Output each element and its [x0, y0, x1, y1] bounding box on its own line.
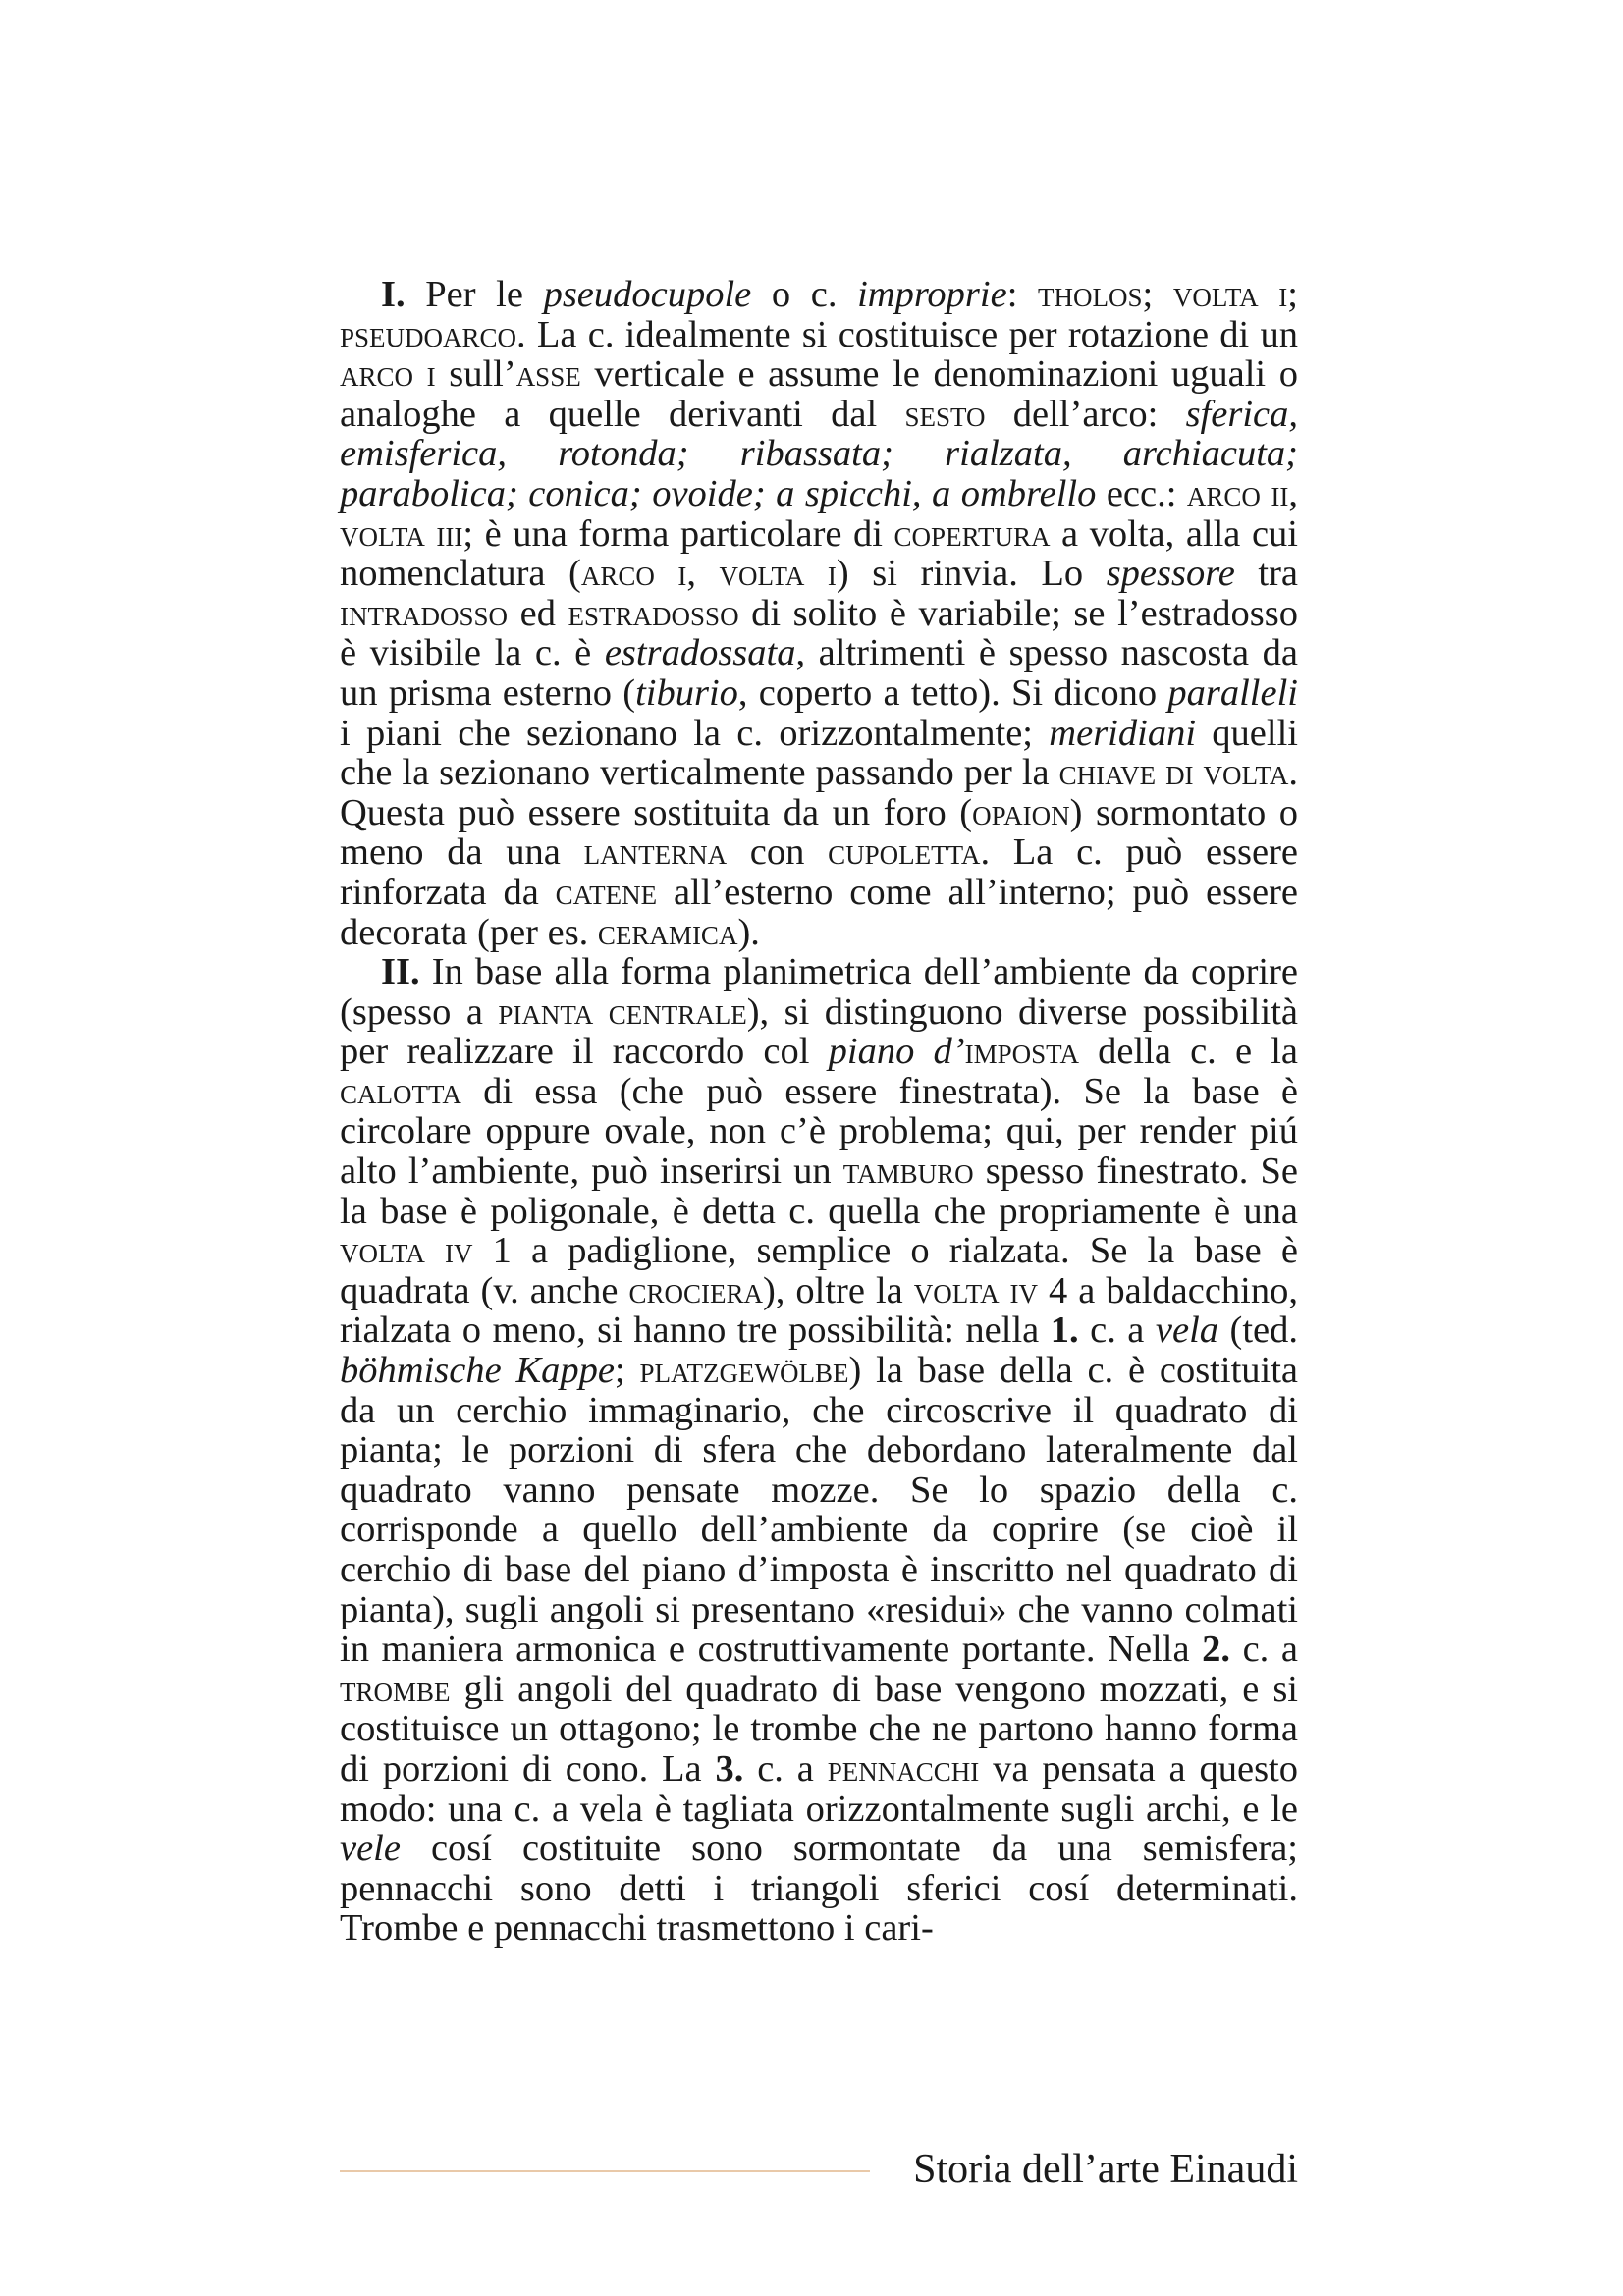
italic-term: piano d’ [828, 1031, 965, 1073]
cross-reference: tholos [1038, 274, 1143, 315]
italic-term: meridiani [1049, 712, 1197, 754]
text-run: c. a [1078, 1309, 1156, 1352]
cross-reference: ceramica [597, 911, 738, 953]
cross-reference: platzgewölbe [639, 1350, 849, 1392]
text-run: . La c. può essere rinforzata da [340, 831, 1299, 913]
section-number: II. [381, 951, 420, 993]
paragraph-section-1 [340, 275, 1298, 952]
cross-reference: lanterna [583, 831, 728, 874]
italic-term: spessore [1106, 553, 1235, 595]
cross-reference: arco i [340, 353, 436, 396]
text-run: ed [508, 592, 568, 634]
text-run: : [1006, 274, 1039, 315]
paragraph-section-2 [340, 952, 1298, 1949]
section-number: 2. [1202, 1629, 1230, 1671]
cross-reference: arco ii [1186, 472, 1289, 514]
text-run: , altrimenti è spesso nascosta da un prisma esterno ( [340, 632, 1298, 714]
text-run: ; [614, 1350, 640, 1392]
text-run: c. a [1230, 1629, 1298, 1671]
cross-reference: estradosso [568, 592, 739, 634]
italic-term: improprie [857, 274, 1007, 315]
section-number: 3. [715, 1747, 744, 1789]
cross-reference: volta iv 1 [340, 1230, 512, 1272]
text-run: i piani che sezionano la c. orizzontalmente; [340, 712, 1050, 754]
cross-reference: calotta [340, 1070, 461, 1112]
text-run: di essa (che può essere finestrata). Se la base è circolare oppure ovale, non c’è problema; qui, per render piú alto l’ambiente, può inserirsi un [340, 1070, 1298, 1193]
cross-reference: cupoletta [828, 831, 981, 874]
italic-term: vela [1155, 1309, 1219, 1352]
text-run: ) sormontato o meno da una [340, 791, 1298, 874]
text-run: ; [1287, 274, 1298, 315]
text-run: sull’ [435, 353, 516, 396]
italic-term: böhmische Kappe [340, 1350, 615, 1392]
cross-reference: pennacchi [827, 1747, 980, 1789]
italic-term: estradossata [604, 632, 796, 674]
section-number: 1. [1050, 1309, 1079, 1352]
cross-reference: tamburo [842, 1150, 974, 1193]
cross-reference: opaion [972, 791, 1070, 833]
text-run: gli angoli del quadrato di base vengono mozzati, e si costituisce un ottagono; le trombe che ne partono hanno forma di porzioni di cono. La [340, 1668, 1298, 1789]
text-run: , [1288, 472, 1299, 514]
text-run: ; [1142, 274, 1173, 315]
text-run: (ted. [1218, 1309, 1298, 1352]
text-run: all’esterno come all’interno; può essere decorata (per es. [340, 871, 1298, 953]
text-run: ). [737, 911, 760, 953]
cross-reference: catene [555, 871, 658, 913]
footer-rule [340, 2170, 870, 2172]
text-run: . La c. idealmente si costituisce per rotazione di un [516, 313, 1298, 355]
text-run: quelli che la sezionano verticalmente passando per la [340, 712, 1298, 794]
text-run: ), si distinguono diverse possibilità per realizzare il raccordo col [340, 990, 1298, 1073]
cross-reference: intradosso [340, 592, 509, 634]
section-number: I. [381, 274, 406, 315]
cross-reference: crociera [628, 1269, 763, 1311]
text-run: a padiglione, semplice o rialzata. Se la base è quadrata (v. anche [340, 1230, 1298, 1311]
text-run: ecc.: [1096, 472, 1187, 514]
text-run: cosí costituite sono sormontate da una semisfera; pennacchi sono detti i triangoli sferici cosí determinati. Trombe e pennacchi trasmettono i cari- [340, 1828, 1298, 1949]
cross-reference: copertura [893, 512, 1051, 555]
text-run: , coperto a tetto). Si dicono [737, 671, 1168, 714]
text-run: con [727, 831, 829, 874]
text-run: o c. [751, 274, 858, 315]
italic-term: paralleli [1167, 671, 1298, 714]
cross-reference: chiave di volta [1058, 752, 1289, 794]
text-run: , [686, 553, 720, 595]
cross-reference: volta iv 4 [913, 1269, 1068, 1311]
text-run: ) si rinvia. Lo [836, 553, 1107, 595]
text-run: verticale e assume le denominazioni uguali o analoghe a quelle derivanti dal [340, 353, 1298, 435]
cross-reference: trombe [340, 1668, 451, 1710]
text-run: a baldacchino, rialzata o meno, si hanno tre possibilità: nella [340, 1269, 1298, 1352]
italic-term: sferica, emisferica, rotonda; ribassata; rialzata, archiacuta; parabolica; conica; ovoide; a spicchi, a ombrello [340, 393, 1298, 514]
italic-term: pseudocupole [543, 274, 752, 315]
text-run: c. a [743, 1747, 828, 1789]
text-run: ), oltre la [762, 1269, 914, 1311]
cross-reference: asse [515, 353, 581, 396]
cross-reference: volta i [1172, 274, 1288, 315]
text-run: . Questa può essere sostituita da un foro ( [340, 752, 1298, 833]
text-run: ) la base della c. è costituita da un cerchio immaginario, che circoscrive il quadrato di pianta; le porzioni di sfera che debordano lateralmente dal quadrato vanno pensate mozze. Se lo spazio della c. corrisponde a quello dell’ambiente da coprire (se cioè il cerchio di base del piano d’imposta è inscritto nel quadrato di pianta), sugli angoli si presentano «residui» che vanno colmati in maniera armonica e costruttivamente portante. Nella [340, 1350, 1298, 1671]
text-run: dell’arco: [985, 393, 1186, 435]
cross-reference: pianta centrale [498, 990, 747, 1033]
text-run: va pensata a questo modo: una c. a vela è tagliata orizzontalmente sugli archi, e le [340, 1747, 1299, 1830]
cross-reference: volta i [719, 553, 837, 595]
text-run: spesso finestrato. Se la base è poligonale, è detta c. quella che propriamente è una [340, 1150, 1298, 1232]
text-run: tra [1234, 553, 1298, 595]
cross-reference: imposta [964, 1031, 1079, 1073]
text-run: della c. e la [1078, 1031, 1298, 1073]
italic-term: vele [340, 1828, 401, 1870]
text-run: di solito è variabile; se l’estradosso è visibile la c. è [340, 592, 1298, 674]
cross-reference: pseudoarco [340, 313, 517, 355]
text-run: ; è una forma particolare di [462, 512, 894, 555]
cross-reference: volta iii [340, 512, 463, 555]
text-run: Per le [405, 274, 544, 315]
cross-reference: arco i [580, 553, 687, 595]
cross-reference: sesto [904, 393, 986, 435]
text-run: In base alla forma planimetrica dell’ambiente da coprire (spesso a [340, 951, 1298, 1033]
italic-term: tiburio [635, 671, 738, 714]
body-text [340, 275, 1298, 1949]
footer-title: Storia dell’arte Einaudi [913, 2147, 1298, 2192]
text-run: a volta, alla cui nomenclatura ( [340, 512, 1298, 595]
